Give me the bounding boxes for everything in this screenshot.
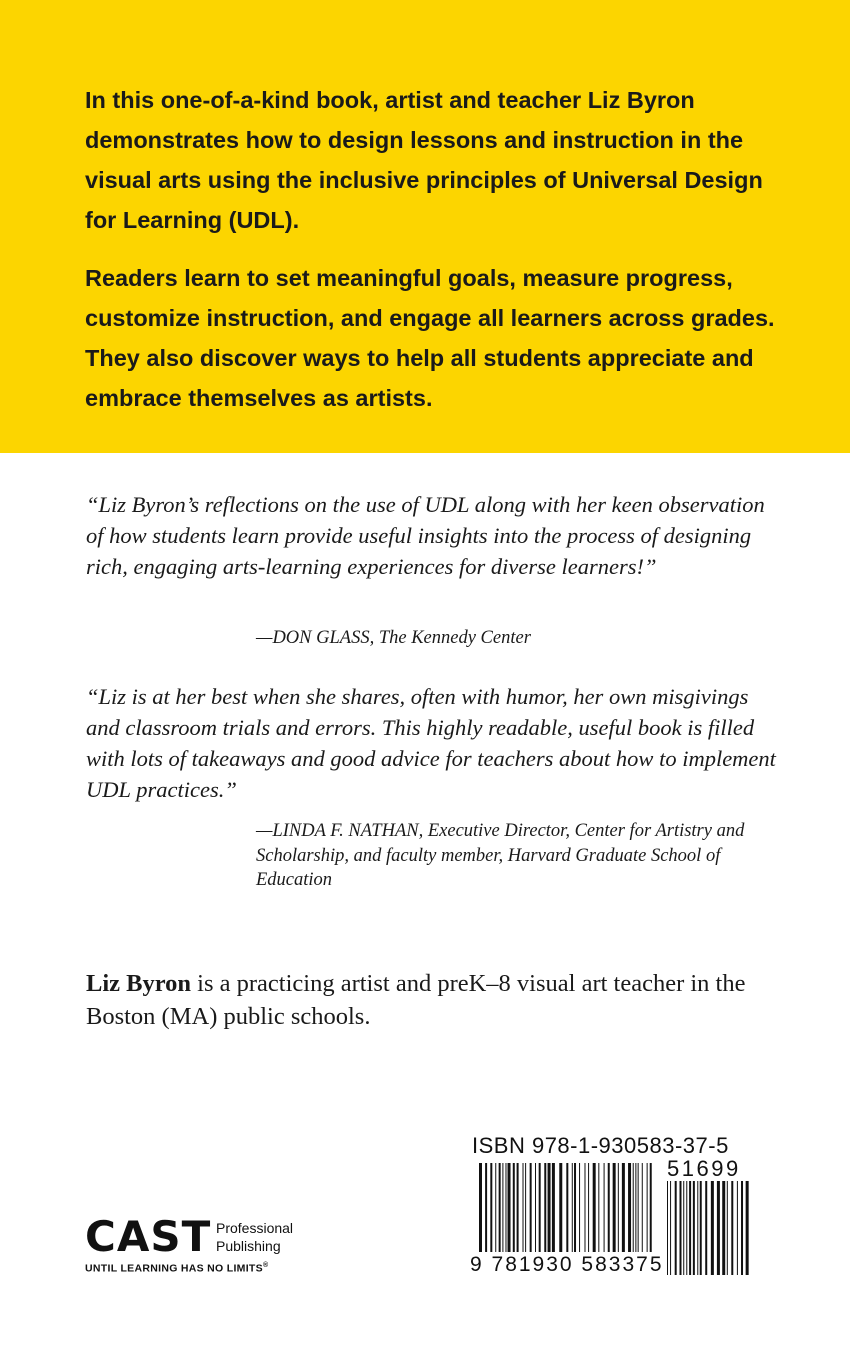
registered-mark: ®: [262, 1262, 269, 1269]
publisher-imprint-line-1: Professional: [216, 1220, 294, 1236]
author-bio-text: is a practicing artist and preK–8 visual art teacher in the Boston (MA) public schools.: [86, 970, 746, 1030]
barcode-bar: [727, 1181, 728, 1275]
barcode-bar: [746, 1181, 749, 1275]
barcode-bar: [670, 1181, 671, 1275]
barcode-bar: [700, 1181, 702, 1275]
barcode-bar: [689, 1181, 691, 1275]
barcode-bar: [717, 1181, 720, 1275]
barcode-bar: [711, 1181, 714, 1275]
endorsement-attribution-2: —LINDA F. NATHAN, Executive Director, Center for Artistry and Scholarship, and faculty member, Harvard Graduate School of Education: [256, 821, 745, 890]
barcode-bar: [686, 1181, 687, 1275]
publisher-logo: [85, 1214, 315, 1284]
publisher-imprint: [216, 1219, 293, 1255]
author-name: Liz Byron: [86, 970, 192, 997]
publisher-tagline-text: UNTIL LEARNING HAS NO LIMITS: [85, 1262, 263, 1275]
barcode-bar: [731, 1181, 733, 1275]
addon-barcode-bars: [667, 1181, 753, 1275]
publisher-tagline: [85, 1262, 268, 1275]
barcode-bar: [683, 1181, 684, 1275]
author-bio: [86, 967, 786, 1033]
barcode-bar: [737, 1181, 738, 1275]
price-code: 51699: [667, 1156, 741, 1181]
blurb-paragraph-1: In this one-of-a-kind book, artist and teacher Liz Byron demonstrates how to design lessons and instruction in the visual arts using the inclusive principles of Universal Design for Learning (UDL).: [85, 87, 763, 233]
barcode-bar: [705, 1181, 707, 1275]
endorsement-quote-2: “Liz is at her best when she shares, often with humor, her own misgivings and classroom trials and errors. This highly readable, useful book is filled with lots of takeaways and good advice for teachers about how to implement UDL practices.”: [86, 684, 776, 802]
publisher-name: CAST: [85, 1212, 212, 1261]
barcode-bar: [693, 1181, 695, 1275]
isbn-barcode: [470, 1133, 760, 1283]
barcode-bar: [667, 1181, 668, 1275]
barcode-bar: [722, 1181, 725, 1275]
barcode-bar: [741, 1181, 743, 1275]
endorsement-quote-1: “Liz Byron’s reflections on the use of UDL along with her keen observation of how students learn provide useful insights into the process of designing rich, engaging arts-learning experiences for diverse learners!”: [86, 492, 765, 579]
barcode-bar: [697, 1181, 698, 1275]
publisher-imprint-line-2: Publishing: [216, 1238, 281, 1254]
blurb-paragraph-2: Readers learn to set meaningful goals, measure progress, customize instruction, and engage all learners across grades. They also discover ways to help all students appreciate and embrace themselves as artists.: [85, 265, 775, 411]
barcode-bar: [675, 1181, 677, 1275]
barcode-bar: [679, 1181, 681, 1275]
endorsement-attribution-1: —DON GLASS, The Kennedy Center: [256, 628, 531, 648]
isbn-label: ISBN 978-1-930583-37-5: [472, 1133, 729, 1158]
barcode-number: 9 781930 583375: [470, 1253, 664, 1276]
